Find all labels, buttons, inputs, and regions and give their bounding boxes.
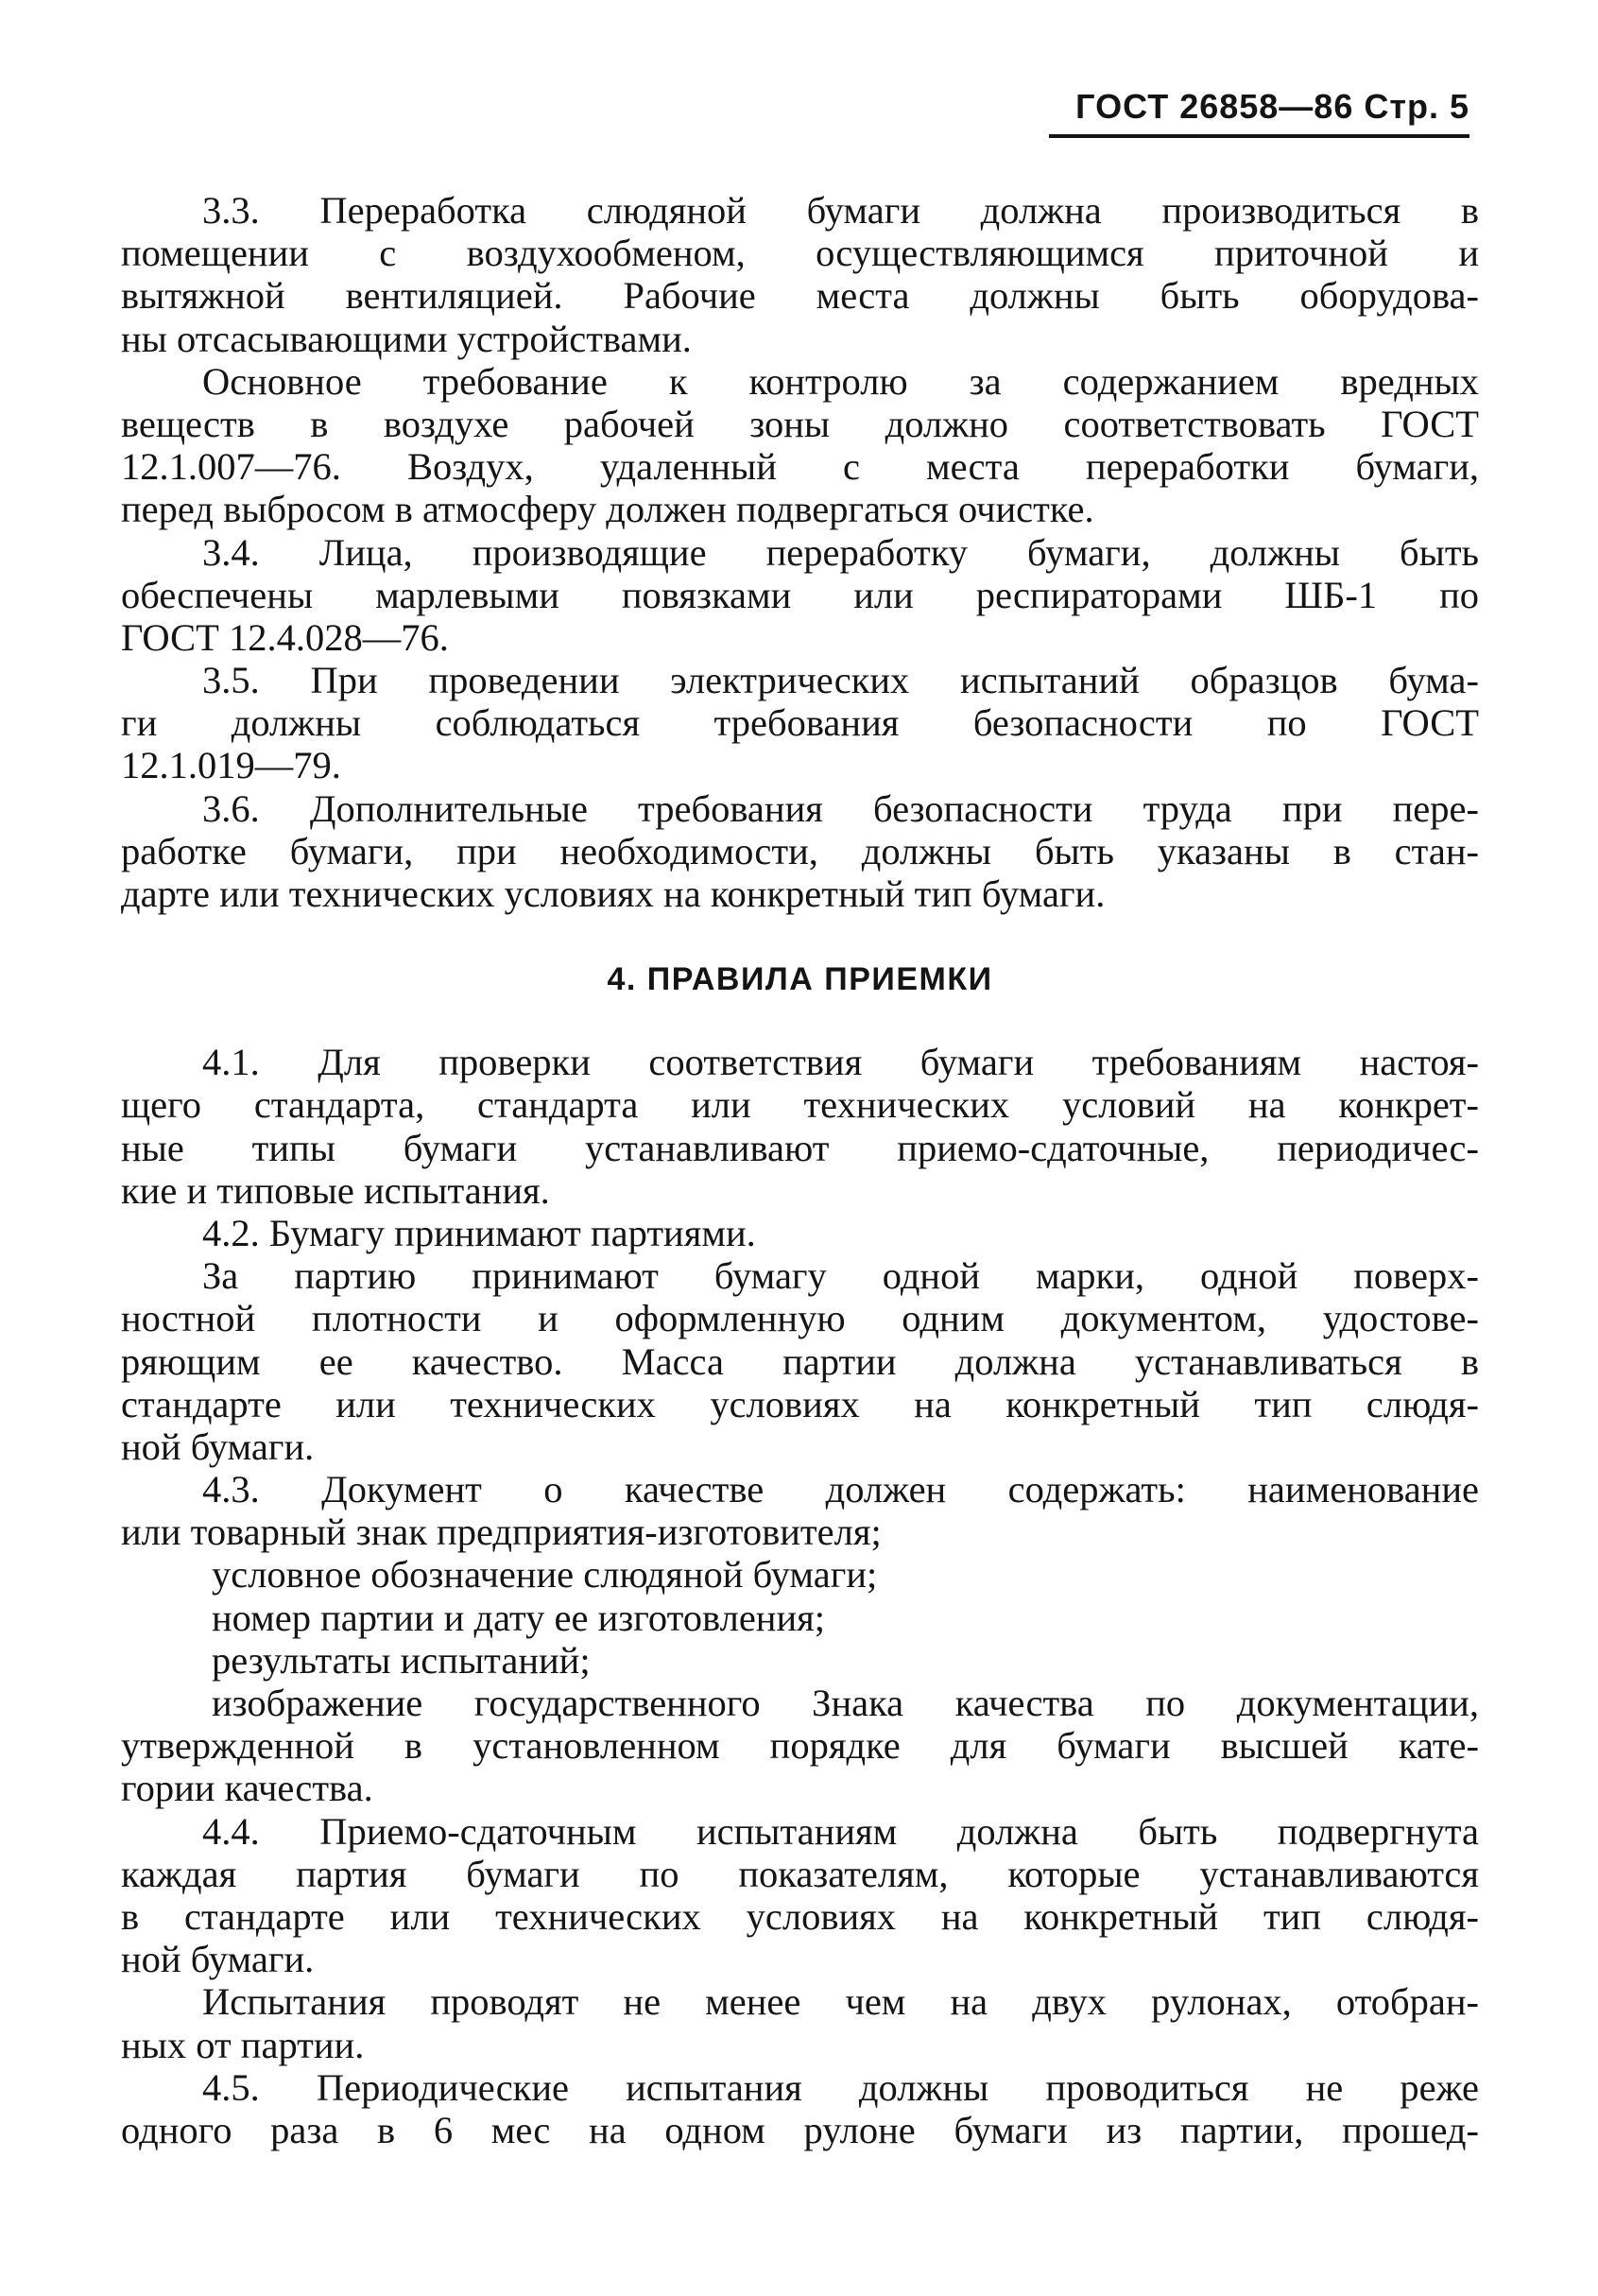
text-line: дарте или технических условиях на конкретный тип бумаги. bbox=[121, 872, 1106, 915]
paragraph-3-5 bbox=[121, 659, 1479, 787]
text-line: результаты испытаний; bbox=[212, 1638, 591, 1682]
text-line: работке бумаги, при необходимости, должны быть указаны в стан- bbox=[121, 829, 1479, 872]
list-item bbox=[121, 1639, 1479, 1682]
text-line: 3.6. Дополнительные требования безопасности труда при пере- bbox=[202, 786, 1479, 830]
text-line: ной бумаги. bbox=[121, 1424, 315, 1468]
paragraph-batch bbox=[121, 1254, 1479, 1468]
paragraph-4-1 bbox=[121, 1041, 1479, 1212]
text-line: условное обозначение слюдяной бумаги; bbox=[212, 1553, 878, 1597]
text-line: 3.4. Лица, производящие переработку бумаги, должны быть bbox=[202, 530, 1479, 574]
text-line: ны отсасывающими устройствами. bbox=[121, 317, 692, 360]
text-line: За партию принимают бумагу одной марки, одной поверх- bbox=[202, 1254, 1479, 1298]
page-header: ГОСТ 26858—86 Стр. 5 bbox=[1049, 87, 1469, 138]
paragraph-4-5 bbox=[121, 2066, 1479, 2151]
paragraph-tests bbox=[121, 1980, 1479, 2065]
text-line: помещении с воздухообменом, осуществляющимся приточной и bbox=[121, 232, 1479, 275]
text-line: 4.3. Документ о качестве должен содержать: наименование bbox=[202, 1468, 1479, 1511]
paragraph-4-2 bbox=[121, 1212, 1479, 1254]
document-body bbox=[121, 189, 1479, 2151]
paragraph-4-4 bbox=[121, 1810, 1479, 1981]
text-line: 4.5. Периодические испытания должны проводиться не реже bbox=[202, 2065, 1479, 2109]
list-item bbox=[121, 1682, 1479, 1810]
text-line: 4.4. Приемо-сдаточным испытаниям должна быть подвергнута bbox=[202, 1809, 1479, 1853]
text-line: кие и типовые испытания. bbox=[121, 1168, 550, 1212]
paragraph-4-3 bbox=[121, 1468, 1479, 1553]
text-line: ги должны соблюдаться требования безопасности по ГОСТ bbox=[121, 701, 1479, 745]
text-line: веществ в воздухе рабочей зоны должно соответствовать ГОСТ bbox=[121, 402, 1479, 445]
text-line: 4.1. Для проверки соответствия бумаги требованиям настоя- bbox=[202, 1041, 1479, 1084]
section-title: 4. ПРАВИЛА ПРИЕМКИ bbox=[607, 961, 993, 998]
text-line: ных от партии. bbox=[121, 2023, 365, 2066]
text-line: каждая партия бумаги по показателям, которые устанавливаются bbox=[121, 1852, 1479, 1895]
text-line: стандарте или технических условиях на конкретный тип слюдя- bbox=[121, 1382, 1479, 1425]
text-line: 3.5. При проведении электрических испытаний образцов бума- bbox=[202, 659, 1479, 702]
text-line: ГОСТ 12.4.028—76. bbox=[121, 615, 449, 659]
text-line: обеспечены марлевыми повязками или респираторами ШБ-1 по bbox=[121, 573, 1479, 616]
text-line: вытяжной вентиляцией. Рабочие места должны быть оборудова- bbox=[121, 274, 1479, 318]
text-line: гории качества. bbox=[121, 1767, 373, 1810]
text-line: или товарный знак предприятия-изготовителя; bbox=[121, 1511, 882, 1554]
text-line: ной бумаги. bbox=[121, 1938, 315, 1981]
text-line: 4.2. Бумагу принимают партиями. bbox=[202, 1211, 756, 1254]
list-item bbox=[121, 1597, 1479, 1639]
text-line: ностной плотности и оформленную одним документом, удостове- bbox=[121, 1297, 1479, 1340]
text-line: ные типы бумаги устанавливают приемо-сдаточные, периодичес- bbox=[121, 1126, 1479, 1169]
paragraph-air-control bbox=[121, 360, 1479, 531]
text-line: в стандарте или технических условиях на конкретный тип слюдя- bbox=[121, 1894, 1479, 1938]
text-line: изображение государственного Знака качества по документации, bbox=[212, 1682, 1479, 1724]
text-line: 12.1.007—76. Воздух, удаленный с места переработки бумаги, bbox=[121, 445, 1479, 489]
text-line: перед выбросом в атмосферу должен подвергаться очистке. bbox=[121, 488, 1094, 531]
text-line: ряющим ее качество. Масса партии должна устанавливаться в bbox=[121, 1339, 1479, 1383]
text-line: одного раза в 6 мес на одном рулоне бумаги из партии, прошед- bbox=[121, 2108, 1479, 2151]
text-line: щего стандарта, стандарта или технических условий на конкрет- bbox=[121, 1083, 1479, 1127]
text-line: Основное требование к контролю за содержанием вредных bbox=[202, 359, 1479, 403]
text-line: Испытания проводят не менее чем на двух рулонах, отобран- bbox=[202, 1980, 1479, 2024]
paragraph-3-6 bbox=[121, 787, 1479, 916]
text-line: 3.3. Переработка слюдяной бумаги должна производиться в bbox=[202, 189, 1479, 232]
text-line: утвержденной в установленном порядке для бумаги высшей кате- bbox=[121, 1724, 1479, 1768]
list-item bbox=[121, 1553, 1479, 1596]
paragraph-3-4 bbox=[121, 531, 1479, 660]
paragraph-3-3 bbox=[121, 189, 1479, 360]
text-line: 12.1.019—79. bbox=[121, 744, 341, 787]
text-line: номер партии и дату ее изготовления; bbox=[212, 1596, 826, 1639]
